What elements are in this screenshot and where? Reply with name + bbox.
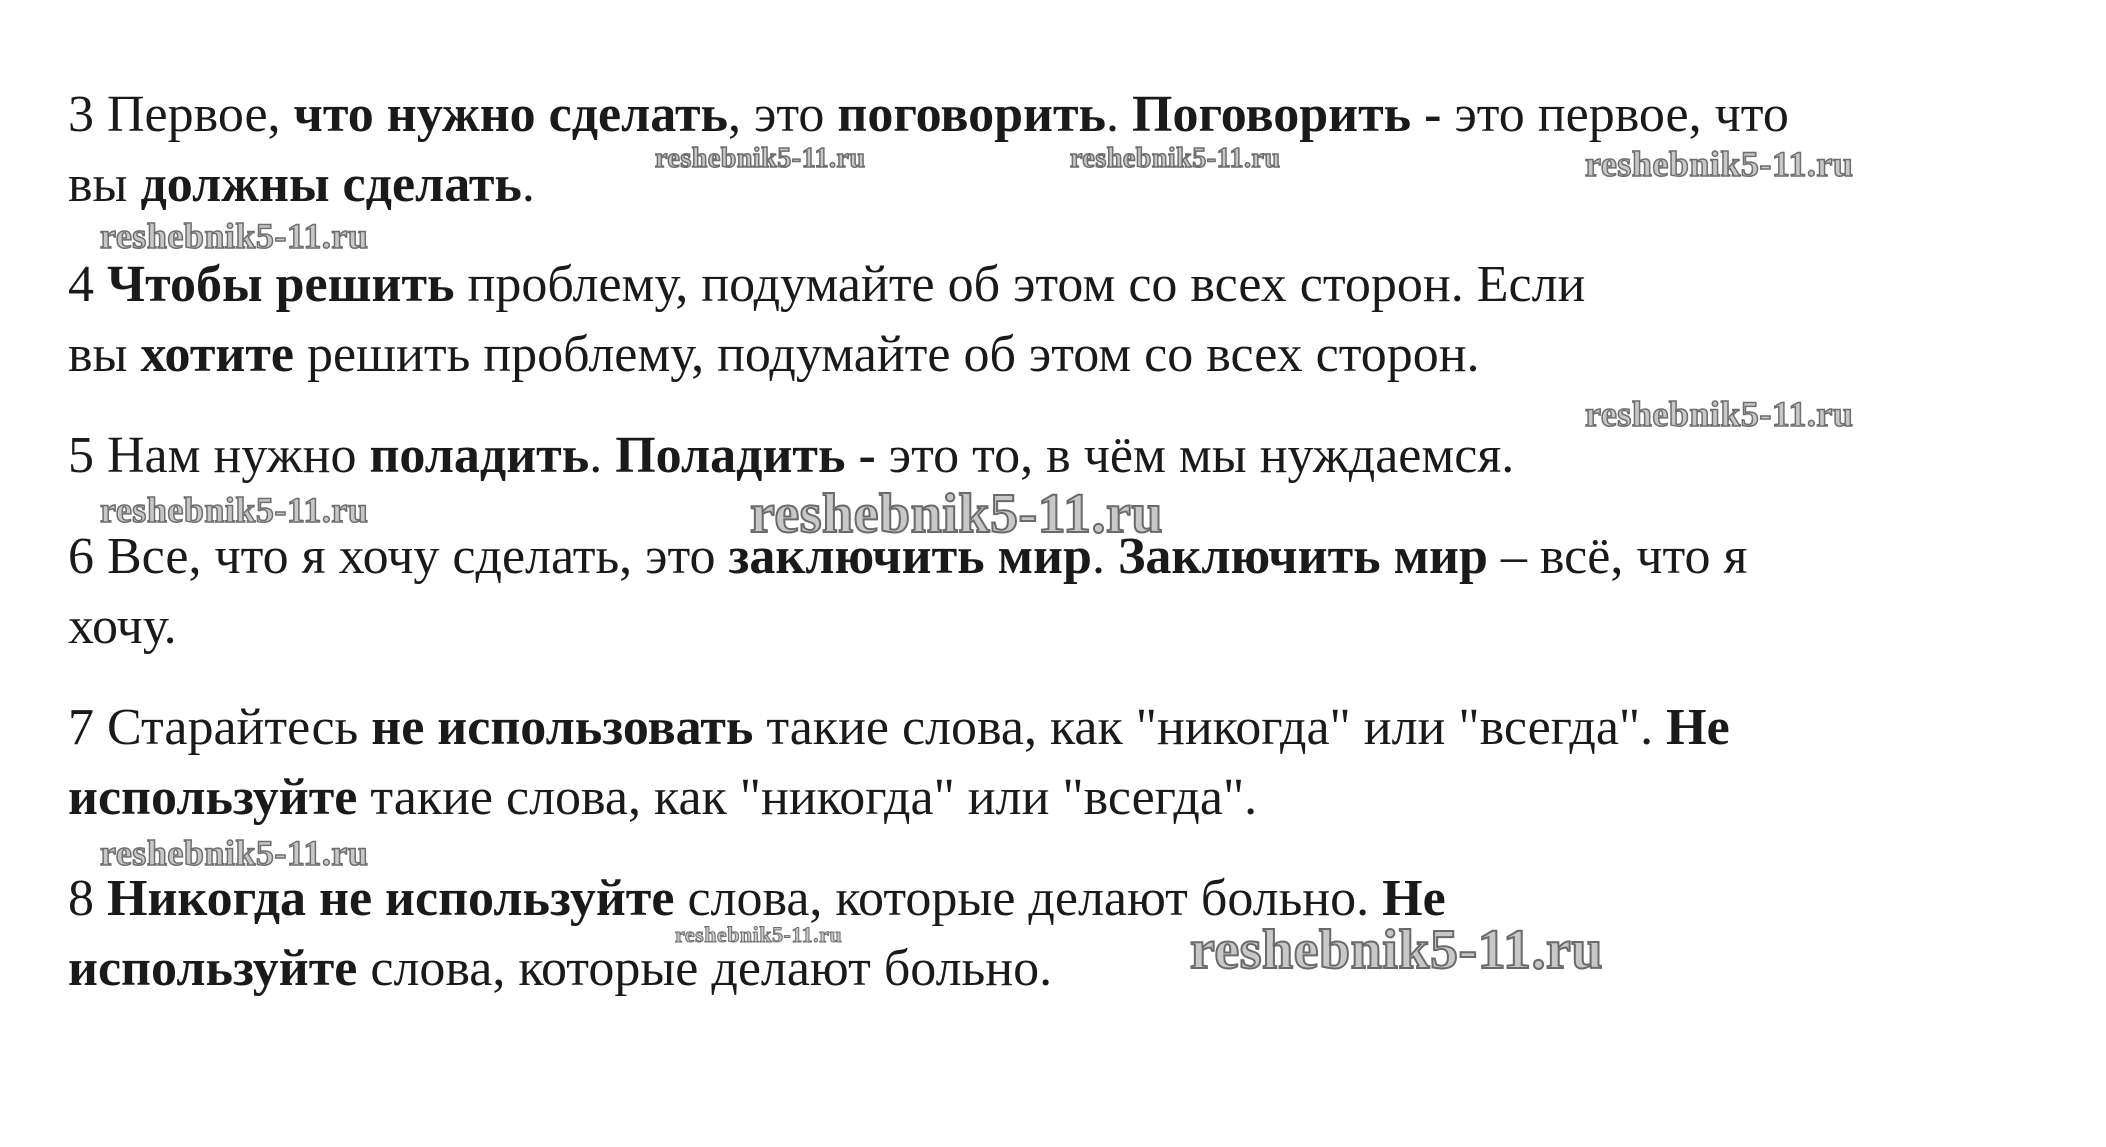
watermark: reshebnik5-11.ru — [1190, 919, 1604, 981]
text-run: слова, которые делают больно. — [674, 870, 1383, 927]
text-line — [68, 80, 1789, 150]
text-run: . — [521, 156, 535, 213]
bold-phrase: поладить — [369, 427, 590, 484]
watermark: reshebnik5-11.ru — [675, 922, 843, 947]
watermark: reshebnik5-11.ru — [1585, 144, 1854, 184]
text-run: такие слова, как "никогда" или "всегда". — [753, 699, 1667, 756]
text-run: хочу. — [68, 598, 177, 655]
text-run: слова, которые делают больно. — [357, 940, 1053, 997]
text-run: вы — [68, 326, 141, 383]
text-run: 5 Нам нужно — [68, 427, 370, 484]
bold-phrase: заключить мир — [728, 528, 1092, 585]
bold-phrase: поговорить — [837, 86, 1107, 143]
text-run: 6 Все, что я хочу сделать, это — [68, 528, 729, 585]
text-line — [68, 250, 1585, 320]
bold-phrase: используйте — [68, 940, 358, 997]
text-run: . — [1091, 528, 1118, 585]
paragraph-4 — [68, 250, 1585, 390]
bold-phrase: хотите — [140, 326, 294, 383]
bold-phrase: что нужно сделать — [293, 86, 729, 143]
bold-phrase: Не — [1382, 870, 1446, 927]
watermark: reshebnik5-11.ru — [750, 483, 1164, 545]
text-run: . — [1106, 86, 1133, 143]
watermark: reshebnik5-11.ru — [100, 216, 369, 256]
text-run: проблему, подумайте об этом со всех сторон. Если — [454, 256, 1586, 313]
bold-phrase: не использовать — [371, 699, 754, 756]
bold-phrase: Поладить - — [615, 427, 876, 484]
text-run: 3 Первое, — [68, 86, 294, 143]
bold-phrase: используйте — [68, 769, 358, 826]
watermark: reshebnik5-11.ru — [1585, 394, 1854, 434]
paragraph-5 — [68, 421, 1514, 491]
watermark: reshebnik5-11.ru — [1070, 143, 1281, 174]
text-run: 4 — [68, 256, 107, 313]
bold-phrase: Поговорить - — [1132, 86, 1442, 143]
text-line — [68, 150, 1789, 220]
text-run: 7 Старайтесь — [68, 699, 372, 756]
text-run: , это — [728, 86, 838, 143]
text-line — [68, 763, 1730, 833]
text-run: – всё, что я — [1487, 528, 1748, 585]
bold-phrase: должны сделать — [140, 156, 522, 213]
text-run: . — [589, 427, 616, 484]
text-run: такие слова, как "никогда" или "всегда". — [357, 769, 1258, 826]
watermark: reshebnik5-11.ru — [655, 143, 866, 174]
text-run: это то, в чём мы нуждаемся. — [875, 427, 1515, 484]
text-line — [68, 320, 1585, 390]
watermark: reshebnik5-11.ru — [100, 490, 369, 530]
bold-phrase: Никогда не используйте — [107, 870, 675, 927]
text-run: вы — [68, 156, 141, 213]
paragraph-3 — [68, 80, 1789, 220]
paragraph-7 — [68, 693, 1730, 833]
bold-phrase: Не — [1666, 699, 1730, 756]
text-run: это первое, что — [1441, 86, 1789, 143]
text-run: решить проблему, подумайте об этом со всех сторон. — [293, 326, 1480, 383]
text-run: 8 — [68, 870, 107, 927]
bold-phrase: Заключить мир — [1117, 528, 1488, 585]
watermark: reshebnik5-11.ru — [100, 833, 369, 873]
bold-phrase: Чтобы решить — [107, 256, 455, 313]
text-line — [68, 693, 1730, 763]
text-line — [68, 592, 1747, 662]
text-line — [68, 421, 1514, 491]
